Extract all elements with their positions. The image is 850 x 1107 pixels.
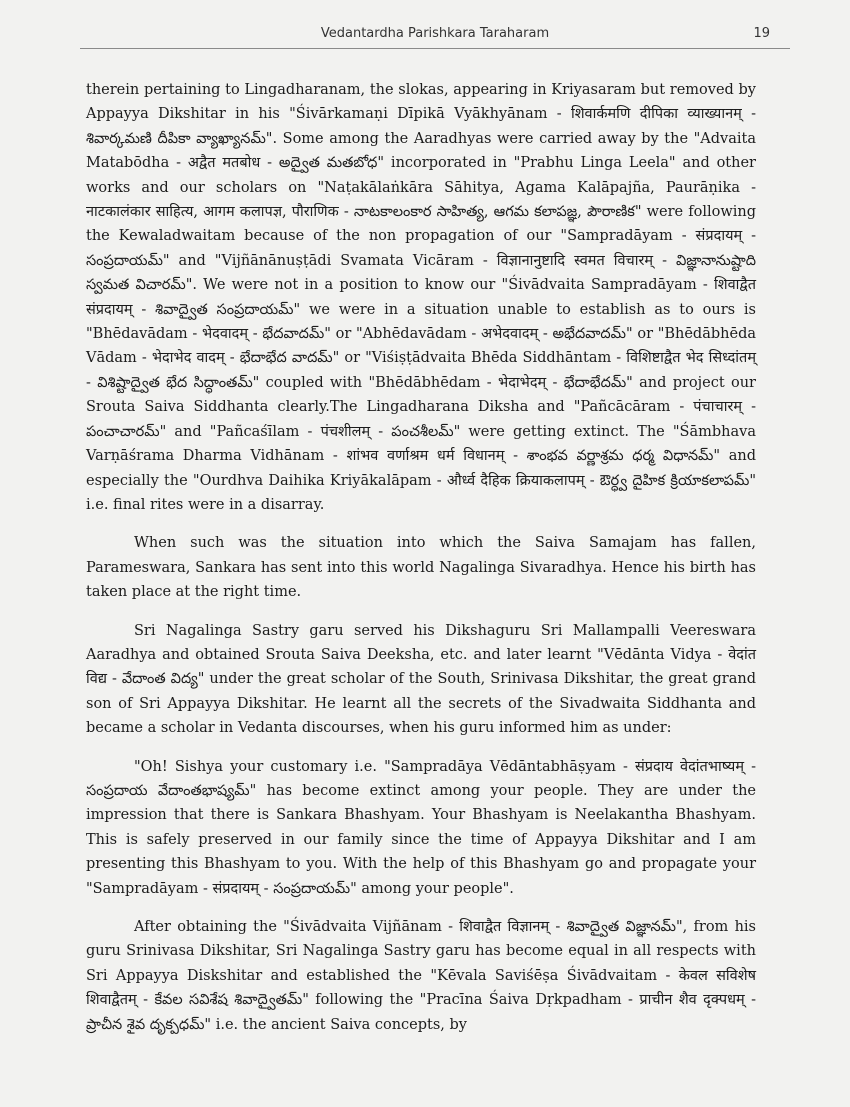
page-header — [80, 26, 790, 49]
running-title: Vedantardha Parishkara Taraharam — [320, 26, 550, 41]
paragraph-3: Sri Nagalinga Sastry garu served his Dikshaguru Sri Mallampalli Veereswara Aaradhya and obtained Srouta Saiva Deeksha, etc. and later learnt "Vēdānta Vidya - वेदांत विद्य - వేదాంత విద్య" under the great scholar of the South, Srinivasa Dikshitar, the great grand son of Sri Appayya Dikshitar. He learnt all the secrets of the Sivadwaita Siddhanta and became a scholar in Vedanta discourses, when his guru informed him as under: — [86, 622, 756, 737]
guru-quote: "Oh! Sishya your customary i.e. "Sampradāya Vēdāntabhāṣyam - संप्रदाय वेदांतभाष्यम् - సంప్రదాయ వేదాంతభాష్యమ్" has become extinct among your people. They are under the impression that there is Sankara Bhashyam. Your Bhashyam is Neelakantha Bhashyam. This is safely preserved in our family since the time of Appayya Dikshitar and I am presenting this Bhashyam to you. With the help of this Bhashyam go and propagate your "Sampradāyam - संप्रदायम् - సంప్రదాయమ్" among your people". — [86, 758, 756, 897]
page-body — [86, 78, 756, 1037]
paragraph-1: therein pertaining to Lingadharanam, the slokas, appearing in Kriyasaram but removed by Appayya Dikshitar in his "Śivārkamaṇi Dīpikā Vyākhyānam - शिवार्कमणि दीपिका व्याख्यानम् - శివార్కమణి దీపికా వ్యాఖ్యానమ్". Some among the Aaradhyas were carried away by the "Advaita Matabōdha - अद्वैत मतबोध - అద్వైత మతబోధ" incorporated in "Prabhu Linga Leela" and other works and our scholars on "Naṭakālaṅkāra Sāhitya, Agama Kalāpajña, Paurāṇika - नाटकालंकार साहित्य, आगम कलापज्ञ, पौराणिक - నాటకాలంకార సాహిత్య, ఆగమ కలాపజ్ఞ, పౌరాణిక" were following the Kewaladwaitam because of the non propagation of our "Sampradāyam - संप्रदायम् - సంప్రదాయమ్" and "Vijñānānuṣṭādi Svamata Vicāram - विज्ञानानुष्टादि स्वमत विचारम् - విజ్ఞానానుష్టాది స్వమత విచారమ్". We were not in a position to know our "Śivādvaita Sampradāyam - शिवाद्वैत संप्रदायम् - శివాద్వైత సంప్రదాయమ్" we were in a situation unable to establish as to ours is "Bhēdavādam - भेदवादम् - భేదవాదమ్" or "Abhēdavādam - अभेदवादम् - అభేదవాదమ్" or "Bhēdābhēda Vādam - भेदाभेद वादम् - భేదాభేద వాదమ్" or "Viśiṣṭādvaita Bhēda Siddhāntam - विशिष्टाद्वैत भेद सिध्दांतम् - విశిష్టాద్వైత భేద సిద్ధాంతమ్" coupled with "Bhēdābhēdam - भेदाभेदम् - భేదాభేదమ్" and project our Srouta Saiva Siddhanta clearly.The Lingadharana Diksha and "Pañcācāram - पंचाचारम् - పంచాచారమ్" and "Pañcaśīlam - पंचशीलम् - పంచశీలమ్" were getting extinct. The "Śāmbhava Varṇāśrama Dharma Vidhānam - शांभव वर्णाश्रम धर्म विधानम् - శాంభవ వర్ణాశ్రమ ధర్మ విధానమ్" and especially the "Ourdhva Daihika Kriyākalāpam - और्ध्व दैहिक क्रियाकलापम् - ఔర్ధ్వ దైహిక క్రియాకలాపమ్" i.e. final rites were in a disarray. — [86, 82, 756, 513]
page-number: 19 — [753, 26, 770, 41]
paragraph-2: When such was the situation into which the Saiva Samajam has fallen, Parameswara, Sankara has sent into this world Nagalinga Sivaradhya. Hence his birth has taken place at the right time. — [86, 535, 756, 601]
paragraph-5: After obtaining the "Śivādvaita Vijñānam - शिवाद्वैत विज्ञानम् - శివాద్వైత విజ్ఞానమ్", from his guru Srinivasa Dikshitar, Sri Nagalinga Sastry garu has become equal in all respects with Sri Appayya Diskshitar and established the "Kēvala Saviśēṣa Śivādvaitam - केवल सविशेष शिवाद्वैतम् - కేవల సవిశేష శివాద్వైతమ్" following the "Pracīna Śaiva Dṛkpadham - प्राचीन शैव दृक्पधम् - ప్రాచీన శైవ దృక్పధమ్" i.e. the ancient Saiva concepts, by — [86, 919, 756, 1033]
